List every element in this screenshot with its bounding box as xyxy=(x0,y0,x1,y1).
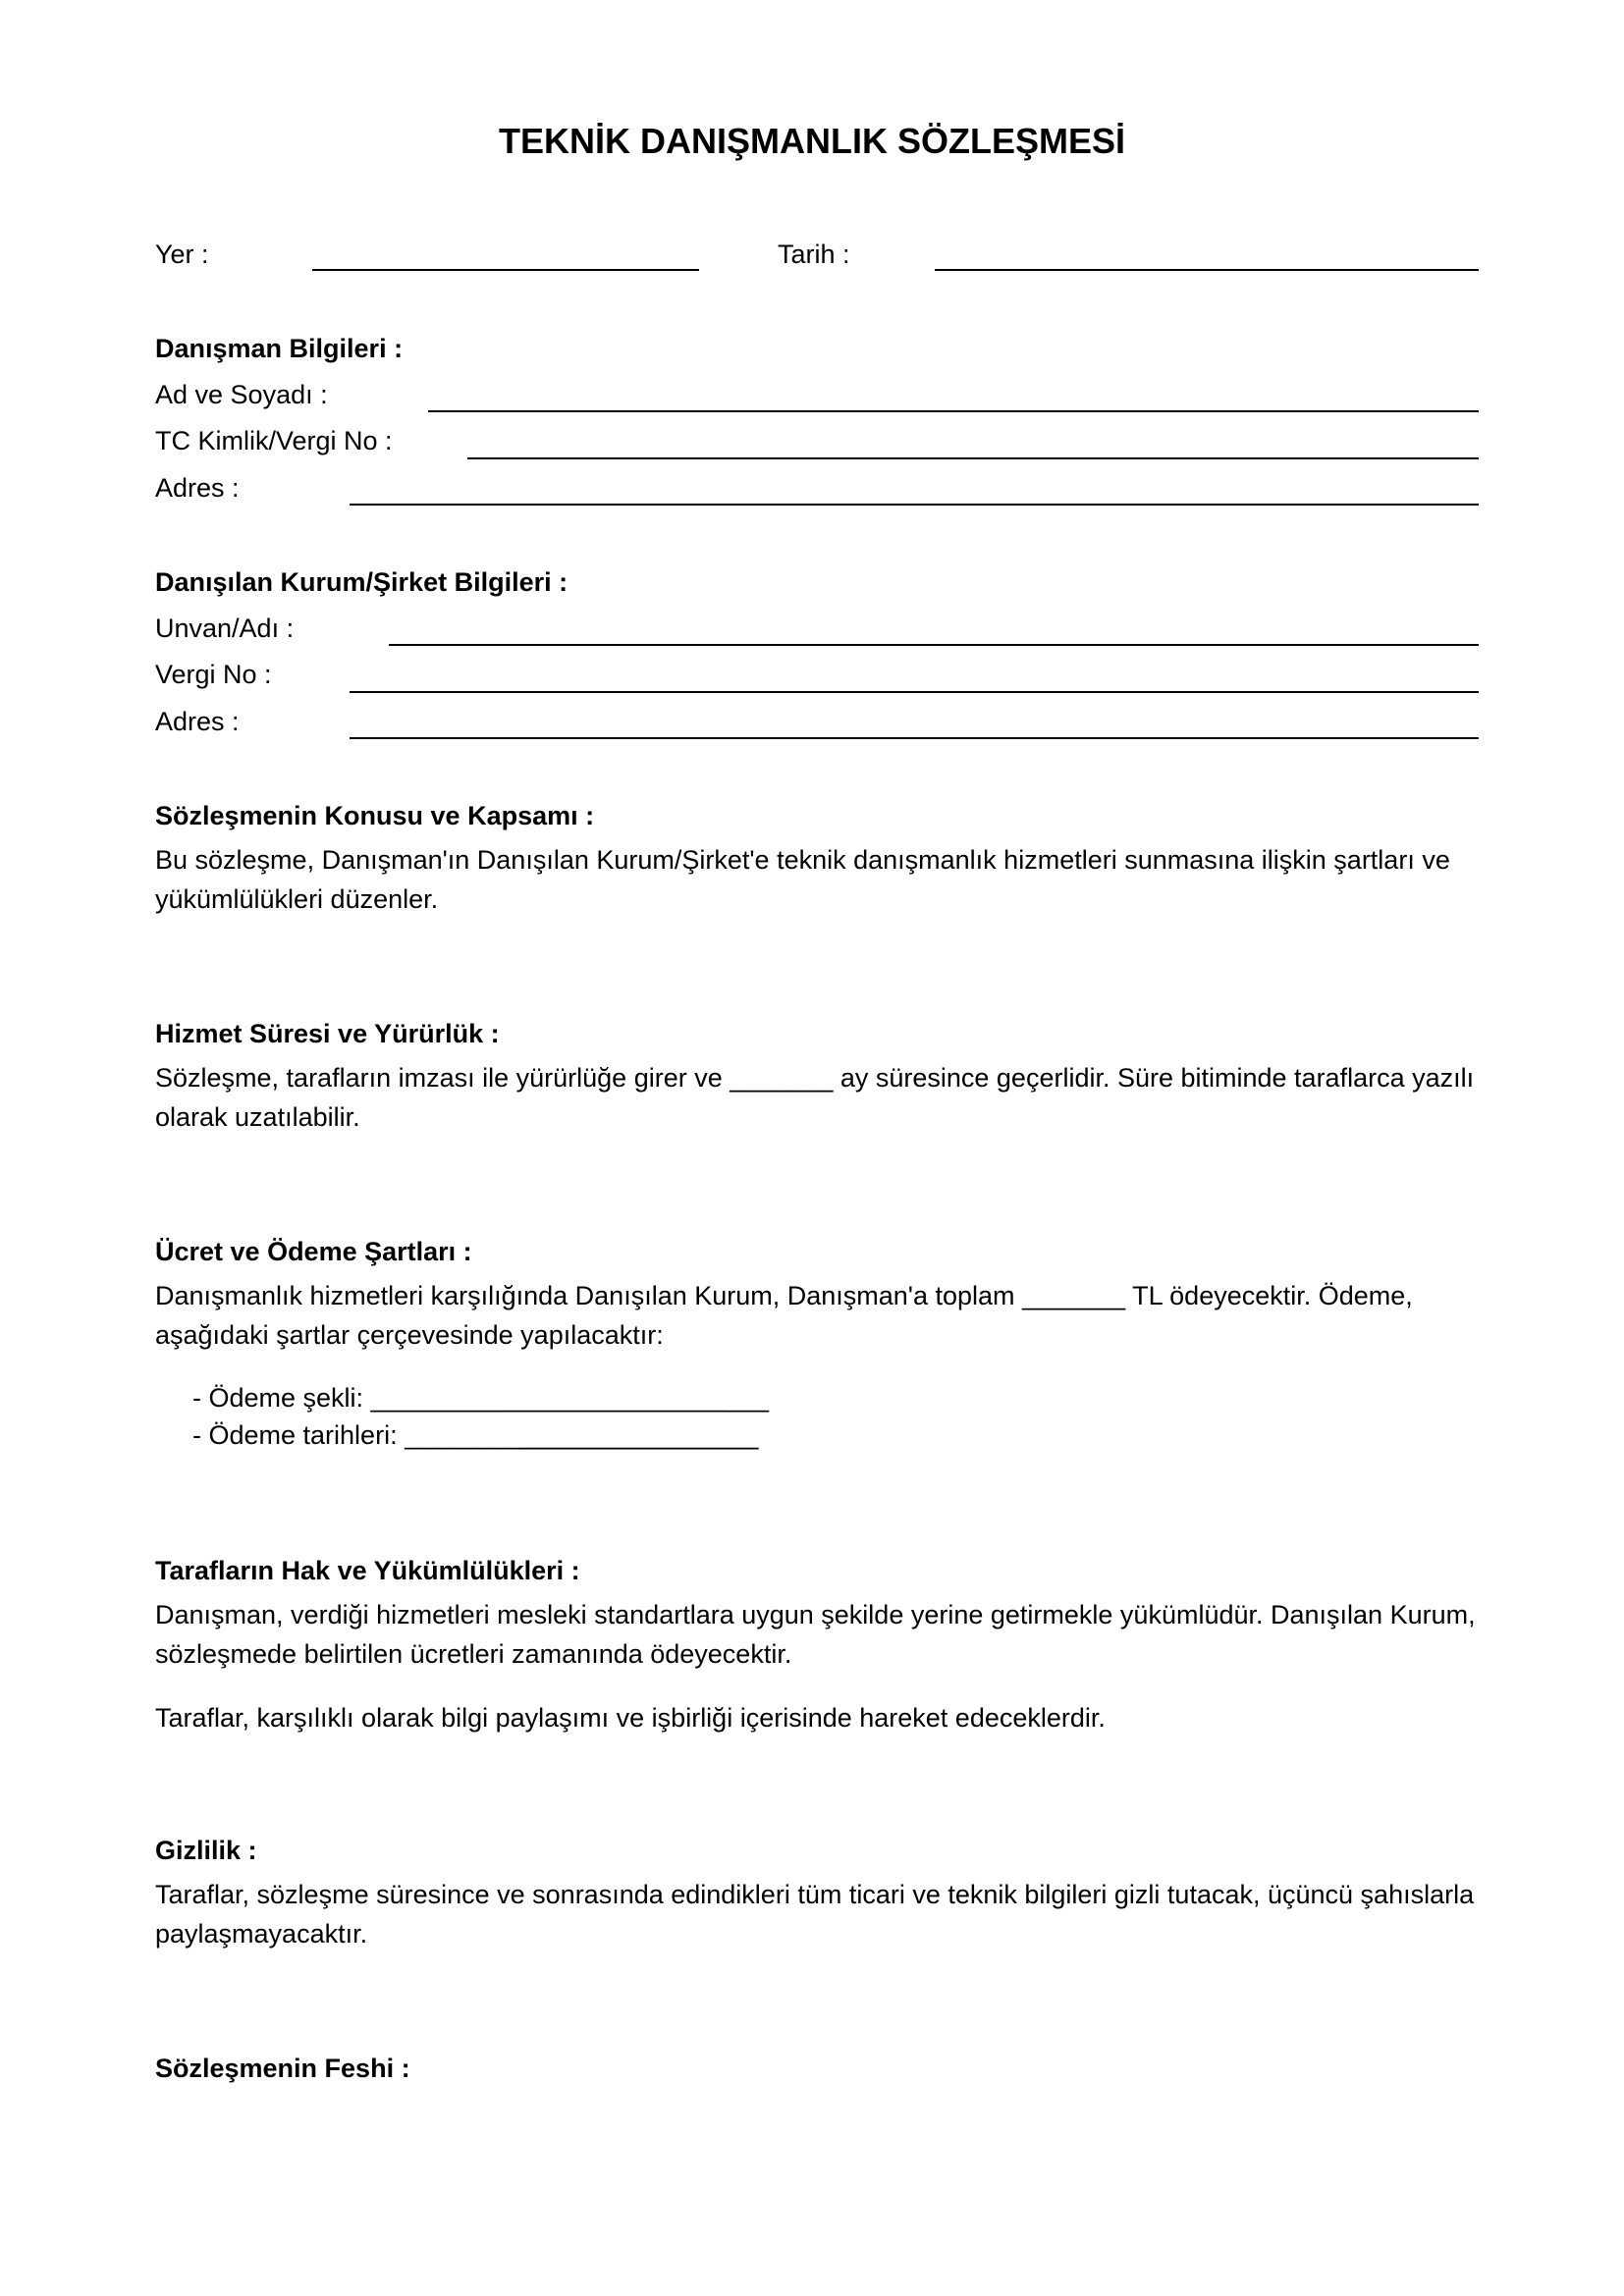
subject-heading: Sözleşmenin Konusu ve Kapsamı : xyxy=(155,801,595,830)
confidentiality-heading: Gizlilik : xyxy=(155,1836,257,1865)
subject-text: Bu sözleşme, Danışman'ın Danışılan Kurum/Şirket'e teknik danışmanlık hizmetleri sunmasına ilişkin şartları ve yükümlülükleri düzenler. xyxy=(155,845,1450,914)
confidentiality-text: Taraflar, sözleşme süresince ve sonrasında edindikleri tüm ticari ve teknik bilgileri gizli tutacak, üçüncü şahıslarla paylaşmayacaktır. xyxy=(155,1880,1475,1949)
fee-dates-item: - Ödeme tarihleri: ________________________ xyxy=(192,1420,759,1450)
rights-text-1: Danışman, verdiği hizmetleri mesleki standartlara uygun şekilde yerine getirmekle yükümlüdür. Danışılan Kurum, sözleşmede belirtilen ücretleri zamanında ödeyecektir. xyxy=(155,1600,1476,1669)
place-blank-line xyxy=(312,269,699,271)
client-title-label: Unvan/Adı : xyxy=(155,614,295,643)
consultant-address-label: Adres : xyxy=(155,473,240,503)
duration-text: Sözleşme, tarafların imzası ile yürürlüğe girer ve _______ ay süresince geçerlidir. Süre bitiminde taraflarca yazılı olarak uzatılabilir. xyxy=(155,1063,1475,1132)
client-tax-label: Vergi No : xyxy=(155,660,272,689)
client-address-blank-line xyxy=(350,737,1479,739)
date-label: Tarih : xyxy=(778,240,850,269)
fee-text: Danışmanlık hizmetleri karşılığında Danışılan Kurum, Danışman'a toplam _______ TL ödeyecektir. Ödeme, aşağıdaki şartlar çerçevesinde yapılacaktır: xyxy=(155,1281,1413,1350)
client-address-label: Adres : xyxy=(155,707,240,736)
client-title-blank-line xyxy=(389,644,1479,646)
date-blank-line xyxy=(935,269,1479,271)
rights-heading: Tarafların Hak ve Yükümlülükleri : xyxy=(155,1556,580,1585)
fee-method-item: - Ödeme şekli: ___________________________ xyxy=(192,1383,769,1413)
consultant-name-label: Ad ve Soyadı : xyxy=(155,380,328,409)
place-label: Yer : xyxy=(155,240,209,269)
duration-heading: Hizmet Süresi ve Yürürlük : xyxy=(155,1019,500,1048)
consultant-heading: Danışman Bilgileri : xyxy=(155,334,404,363)
rights-text-2: Taraflar, karşılıklı olarak bilgi paylaşımı ve işbirliği içerisinde hareket edeceklerdir. xyxy=(155,1703,1106,1733)
consultant-id-label: TC Kimlik/Vergi No : xyxy=(155,426,393,455)
consultant-address-blank-line xyxy=(350,504,1479,506)
consultant-id-blank-line xyxy=(467,457,1479,459)
client-heading: Danışılan Kurum/Şirket Bilgileri : xyxy=(155,567,568,597)
client-tax-blank-line xyxy=(350,691,1479,693)
consultant-name-blank-line xyxy=(428,410,1479,412)
termination-heading: Sözleşmenin Feshi : xyxy=(155,2054,410,2083)
fee-heading: Ücret ve Ödeme Şartları : xyxy=(155,1237,472,1266)
document-title: TEKNİK DANIŞMANLIK SÖZLEŞMESİ xyxy=(498,121,1125,161)
